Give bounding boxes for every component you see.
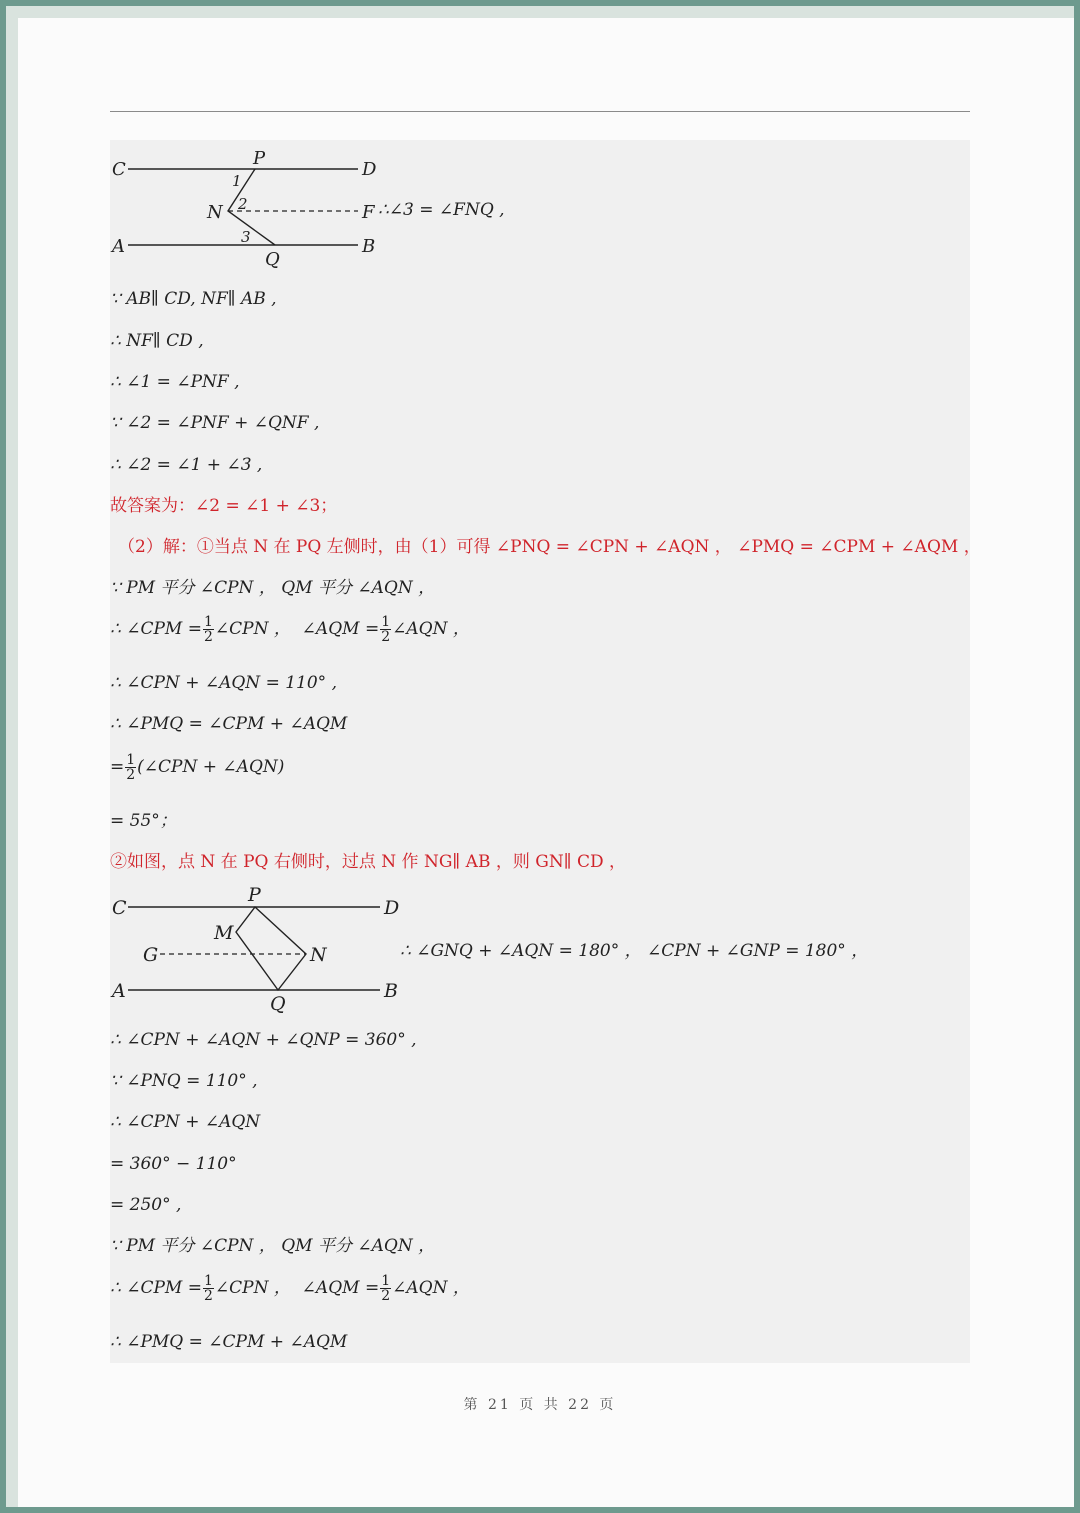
fig1-label-N: N	[207, 202, 223, 223]
half-line	[110, 615, 470, 644]
last-line: ∴ ∠PMQ = ∠CPM + ∠AQM	[110, 1332, 348, 1352]
part2-intro: （2）解：①当点 N 在 PQ 左侧时，由（1）可得 ∠PNQ = ∠CPN + ∠AQN ， ∠PMQ = ∠CPM + ∠AQM ，	[118, 537, 981, 557]
fraction: $\frac{1}{2}$	[126, 752, 136, 783]
eq-half-line: = $\frac{1}{2}$ (∠CPN + ∠AQN)	[110, 752, 285, 783]
fraction: $\frac{1}{2}$	[203, 614, 213, 645]
answer-line: 故答案为：∠2 = ∠1 + ∠3；	[110, 496, 338, 516]
fig2-label-A: A	[112, 980, 126, 1002]
fig1-side-text: ∴∠3 = ∠FNQ ,	[378, 200, 505, 220]
line-1: ∵ AB∥ CD, NF∥ AB ,	[110, 289, 277, 309]
line-9: ∵ ∠PNQ = 110° ,	[110, 1071, 258, 1091]
line-3: ∴ ∠1 = ∠PNF ,	[110, 372, 240, 392]
half-cpm: ∴ ∠CPM =	[110, 619, 202, 639]
line-4: ∵ ∠2 = ∠PNF + ∠QNF ,	[110, 413, 320, 433]
fraction: $\frac{1}{2}$	[381, 614, 391, 645]
fig1-label-Q: Q	[265, 249, 280, 270]
line-6: ∴ ∠CPN + ∠AQN = 110° ,	[110, 673, 337, 693]
half-aqn: ∠AQN ，	[392, 619, 470, 639]
line-7: ∴ ∠PMQ = ∠CPM + ∠AQM	[110, 714, 348, 734]
page-footer: 第 21 页 共 22 页	[463, 1397, 617, 1413]
line-12: = 250° ,	[110, 1195, 182, 1215]
fig2-label-P: P	[248, 885, 261, 906]
fig1-label-A: A	[112, 236, 125, 257]
fig2-label-Q: Q	[270, 993, 286, 1015]
half-cpn: ∠CPN ，	[214, 619, 291, 639]
fraction: $\frac{1}{2}$	[203, 1273, 213, 1304]
header-rule	[110, 111, 970, 112]
fig1-angle-3: 3	[241, 228, 251, 246]
eq-55: = 55°；	[110, 811, 177, 831]
bisect-line-2: ∵ PM 平分 ∠CPN ， QM 平分 ∠AQN ，	[110, 1236, 436, 1256]
half-line-2: ∴ ∠CPM = $\frac{1}{2}$ ∠CPN ， ∠AQM = $\frac{1}{2}$ ∠AQN ，	[110, 1273, 470, 1304]
solution-content	[110, 140, 981, 1363]
line-2: ∴ NF∥ CD ,	[110, 331, 204, 351]
fig1-label-F: F	[362, 202, 375, 223]
half-aqm: ∠AQM =	[301, 619, 380, 639]
fraction: $\frac{1}{2}$	[381, 1273, 391, 1304]
fig2-label-C: C	[112, 897, 127, 919]
line-8: ∴ ∠CPN + ∠AQN + ∠QNP = 360° ,	[110, 1030, 417, 1050]
fig2-label-M: M	[214, 922, 234, 944]
bisect-line: ∵ PM 平分 ∠CPN ， QM 平分 ∠AQN ，	[110, 578, 436, 598]
fig2-label-G: G	[143, 944, 159, 966]
fig1-label-C: C	[112, 159, 126, 180]
fig1-label-P: P	[253, 148, 266, 169]
fig1-angle-1: 1	[232, 172, 242, 190]
line-5: ∴ ∠2 = ∠1 + ∠3 ,	[110, 455, 263, 475]
fig1-label-D: D	[362, 159, 377, 180]
line-11: = 360° − 110°	[110, 1154, 237, 1174]
fig1-label-B: B	[362, 236, 376, 257]
fig2-side-text: ∴ ∠GNQ + ∠AQN = 180° ， ∠CPN + ∠GNP = 180° ，	[400, 941, 869, 961]
line-10: ∴ ∠CPN + ∠AQN	[110, 1112, 261, 1132]
fig2-label-B: B	[384, 980, 398, 1002]
fig2-label-N: N	[310, 944, 327, 966]
case2-line: ②如图，点 N 在 PQ 右侧时，过点 N 作 NG∥ AB ，则 GN∥ CD ，	[110, 852, 626, 872]
fig1-angle-2: 2	[238, 195, 248, 213]
fig2-label-D: D	[384, 897, 400, 919]
